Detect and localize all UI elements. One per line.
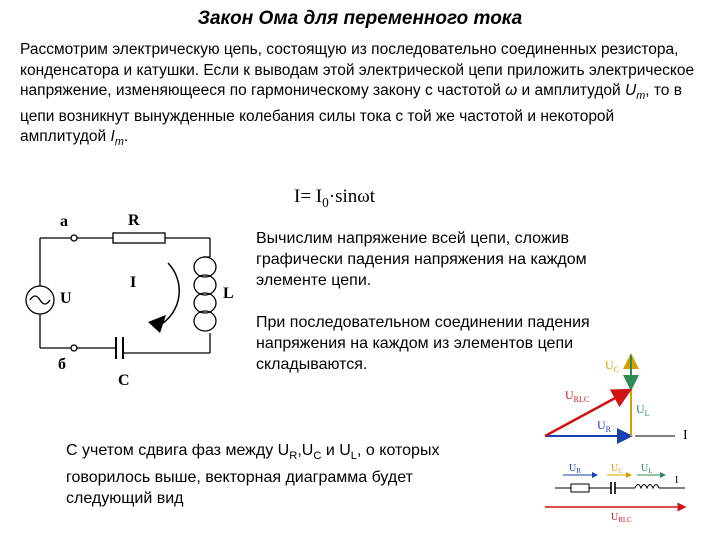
capacitor-label: C — [118, 372, 130, 389]
intro-text-3: , то в цепи возникнут вынужденные колебания силы тока с той же частотой и некоторой амплитудой — [20, 82, 682, 146]
uc-vector-label: $U_C$ — [605, 358, 620, 374]
current-vector-label: I — [683, 428, 688, 443]
urlc-vector-label: $U_{RLC}$ — [565, 388, 590, 404]
rlc-circuit-diagram — [20, 205, 260, 400]
page-title: Закон Ома для переменного тока — [197, 8, 523, 29]
current-arrow-icon — [148, 315, 166, 333]
terminal-b-label: б — [58, 356, 66, 373]
series-resistor-symbol — [571, 484, 589, 492]
series-ul-label: $U_L$ — [641, 463, 653, 475]
source-label: U — [60, 290, 72, 307]
inductor-label: L — [223, 285, 234, 302]
paragraph-phase-shift: С учетом сдвига фаз между $U_R,U_C$ и $U_L$, о которых говорилось выше, векторная диаграмма будет следующий вид — [66, 442, 440, 508]
resistor-label: R — [128, 212, 140, 229]
series-uc-label: $U_C$ — [611, 463, 623, 475]
intro-text-1: Рассмотрим электрическую цепь, состоящую из последовательно соединенных резистора, конденсатора и катушки. Если к выводам этой электрической цепи приложить электрическое напряжение, изменяющееся по гармоническому закону с частотой — [20, 41, 695, 99]
intro-text-2: и амплитудой — [517, 82, 626, 99]
intro-paragraph — [20, 40, 700, 153]
paragraph-series-connection: При последовательном соединении падения напряжения на каждом из элементов цепи складываются. — [256, 314, 590, 373]
intro-text-4: . — [123, 128, 129, 146]
series-inductor-symbol — [635, 485, 659, 489]
series-urlc-label: $U_{RLC}$ — [611, 512, 632, 524]
resistor-symbol — [113, 233, 165, 243]
series-current-label: I — [675, 475, 679, 486]
series-ur-label: $U_R$ — [569, 463, 581, 475]
terminal-a-label: a — [60, 213, 68, 230]
im-symbol: $I_m$ — [110, 128, 124, 149]
current-direction-arc — [160, 263, 179, 325]
series-voltage-diagram — [535, 458, 715, 528]
omega-symbol: ω — [505, 82, 518, 99]
um-symbol: $U_m$ — [625, 82, 646, 103]
vector-diagram — [535, 345, 715, 445]
ur-vector-label: $U_R$ — [597, 418, 612, 434]
paragraph-graphical-sum: Вычислим напряжение всей цепи, сложив графически падения напряжения на каждом элементе цепи. — [256, 230, 587, 289]
current-label: I — [130, 274, 137, 291]
inductor-symbol — [194, 257, 216, 331]
ul-vector-label: $U_L$ — [636, 402, 650, 418]
current-formula: $I= I_0\cdot\sin\omega t$ — [294, 186, 376, 210]
